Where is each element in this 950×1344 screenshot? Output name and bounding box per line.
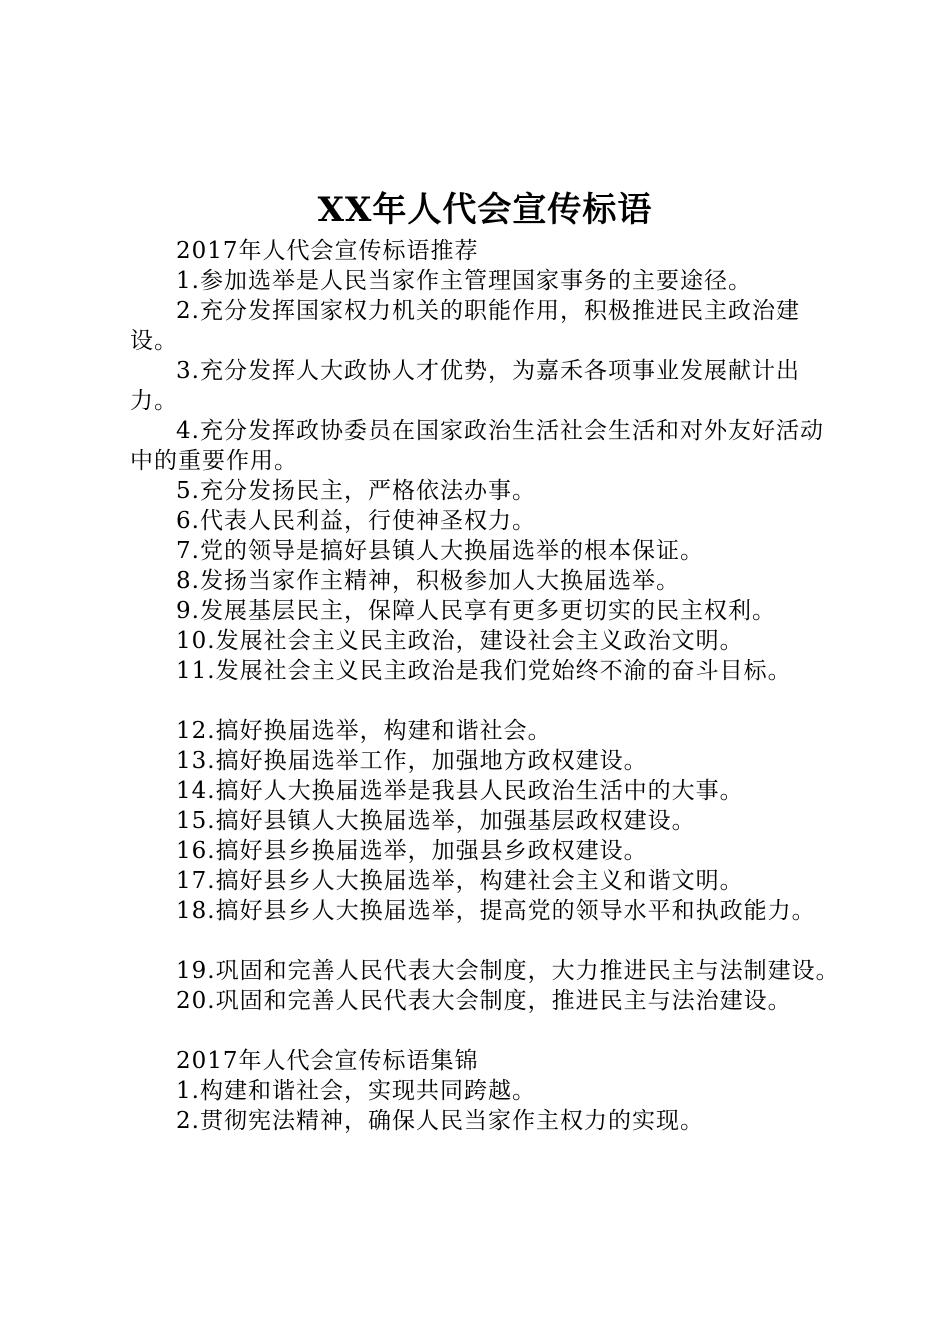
- slogan-item: 4.充分发挥政协委员在国家政治生活社会生活和对外友好活动中的重要作用。: [130, 418, 824, 474]
- slogan-item: 3.充分发挥人大政协人才优势，为嘉禾各项事业发展献计出力。: [130, 358, 800, 414]
- slogan-item: 12.搞好换届选举，构建和谐社会。: [176, 718, 552, 744]
- section-heading-collection: 2017年人代会宣传标语集锦: [176, 1048, 479, 1074]
- slogan-item: 14.搞好人大换届选举是我县人民政治生活中的大事。: [176, 778, 744, 804]
- slogan-item: 6.代表人民利益，行使神圣权力。: [176, 508, 536, 534]
- blank-line: [130, 686, 840, 716]
- slogan-item: 1.构建和谐社会，实现共同跨越。: [176, 1078, 536, 1104]
- slogan-item: 5.充分发扬民主，严格依法办事。: [176, 478, 536, 504]
- slogan-item: 18.搞好县乡人大换届选举，提高党的领导水平和执政能力。: [176, 898, 816, 924]
- slogan-item: 1.参加选举是人民当家作主管理国家事务的主要途径。: [176, 268, 752, 294]
- slogan-item: 2.充分发挥国家权力机关的职能作用，积极推进民主政治建设。: [130, 298, 800, 354]
- slogan-item: 9.发展基层民主，保障人民享有更多更切实的民主权利。: [176, 598, 776, 624]
- slogan-item: 11.发展社会主义民主政治是我们党始终不渝的奋斗目标。: [176, 658, 792, 684]
- slogan-item: 16.搞好县乡换届选举，加强县乡政权建设。: [176, 838, 648, 864]
- slogan-item: 10.发展社会主义民主政治，建设社会主义政治文明。: [176, 628, 744, 654]
- slogan-item: 7.党的领导是搞好县镇人大换届选举的根本保证。: [176, 538, 704, 564]
- document-body: [130, 186, 840, 1136]
- slogan-item: 15.搞好县镇人大换届选举，加强基层政权建设。: [176, 808, 696, 834]
- blank-line: [130, 1016, 840, 1046]
- blank-line: [130, 926, 840, 956]
- slogan-item: 20.巩固和完善人民代表大会制度，推进民主与法治建设。: [176, 988, 792, 1014]
- section-heading-recommend: 2017年人代会宣传标语推荐: [176, 238, 479, 264]
- slogan-item: 17.搞好县乡人大换届选举，构建社会主义和谐文明。: [176, 868, 744, 894]
- slogan-item: 13.搞好换届选举工作，加强地方政权建设。: [176, 748, 648, 774]
- slogan-item: 19.巩固和完善人民代表大会制度，大力推进民主与法制建设。: [176, 958, 840, 984]
- slogan-item: 2.贯彻宪法精神，确保人民当家作主权力的实现。: [176, 1108, 704, 1134]
- slogan-item: 8.发扬当家作主精神，积极参加人大换届选举。: [176, 568, 680, 594]
- document-title: XX年人代会宣传标语: [317, 190, 653, 230]
